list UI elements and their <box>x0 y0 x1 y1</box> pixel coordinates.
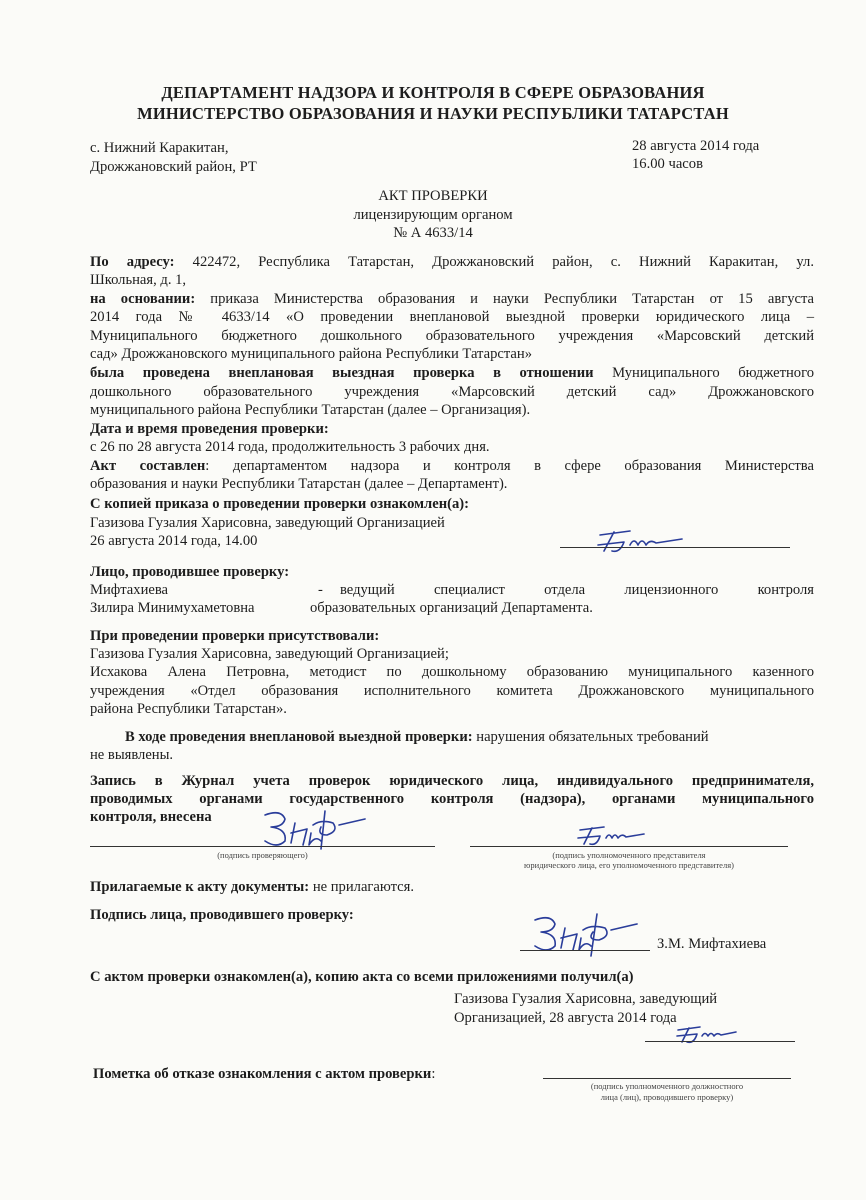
refusal-caption-2: лица (лиц), проводившего проверку) <box>600 1092 734 1102</box>
date-line: 28 августа 2014 года <box>632 138 760 154</box>
refusal-line: Пометка об отказе ознакомления с актом проверки: <box>93 1066 436 1082</box>
acquainted-line-1: Газизова Гузалия Харисовна, заведующий <box>454 991 718 1007</box>
department-heading: ДЕПАРТАМЕНТ НАДЗОРА И КОНТРОЛЯ В СФЕРЕ ОБРАЗОВАНИЯ <box>161 83 705 102</box>
journal-caption-right-2: юридического лица, его уполномоченного представителя) <box>524 860 734 870</box>
result-line-1: В ходе проведения внеплановой выездной проверки: нарушения обязательных требований <box>125 729 709 745</box>
inspector-dash: - <box>318 582 323 598</box>
order-copy-person: Газизова Гузалия Харисовна, заведующий Организацией <box>90 515 445 531</box>
time-line: 16.00 часов <box>632 156 703 172</box>
journal-line-3: контроля, внесена <box>90 809 212 825</box>
act-title: АКТ ПРОВЕРКИ <box>378 188 488 204</box>
act-number: № А 4633/14 <box>393 225 473 241</box>
result-label: В ходе проведения внеплановой выездной проверки: <box>125 729 473 745</box>
inspector-role-2: образовательных организаций Департамента. <box>310 600 593 616</box>
inspector-surname: Мифтахиева <box>90 582 169 598</box>
present-line-1: Газизова Гузалия Харисовна, заведующий Организацией; <box>90 646 449 662</box>
present-line-3: учреждения «Отдел образования исполнительного комитета Дрожжановского муниципального <box>90 683 814 699</box>
compiled-line-1: Акт составлен: департаментом надзора и контроля в сфере образования Министерства <box>90 458 814 474</box>
present-line-4: района Республики Татарстан». <box>90 701 287 717</box>
inspector-journal-signature-line <box>90 846 435 847</box>
datetime-value: с 26 по 28 августа 2014 года, продолжительность 3 рабочих дня. <box>90 439 490 455</box>
basis-label: на основании: <box>90 291 196 307</box>
order-copy-signature-line <box>560 547 790 548</box>
refusal-label: Пометка об отказе ознакомления с актом проверки <box>93 1066 432 1082</box>
head-signature-2 <box>572 822 652 852</box>
place-line-2: Дрожжановский район, РТ <box>90 159 257 175</box>
compiled-label: Акт составлен <box>90 458 206 474</box>
acquainted-label: С актом проверки ознакомлен(а), копию акта со всеми приложениями получил(а) <box>90 969 634 985</box>
attachments-label: Прилагаемые к акту документы: <box>90 879 310 895</box>
address-line-1: По адресу: 422472, Республика Татарстан, Дрожжановский район, с. Нижний Каракитан, ул. <box>90 254 814 270</box>
order-copy-label: С копией приказа о проведении проверки ознакомлен(а): <box>90 496 469 512</box>
inspection-line-3: муниципального района Республики Татарстан (далее – Организация). <box>90 402 531 418</box>
inspector-final-signature-line <box>520 950 650 951</box>
basis-line-3: Муниципального бюджетного дошкольного образовательного учреждения «Марсовский детский <box>90 328 814 344</box>
present-line-2: Исхакова Алена Петровна, методист по дошкольному образованию муниципального казенного <box>90 664 814 680</box>
inspector-label: Лицо, проводившее проверку: <box>90 564 290 580</box>
basis-line-4: сад» Дрожжановского муниципального района Республики Татарстан» <box>90 346 533 362</box>
head-signature-3 <box>672 1022 742 1050</box>
order-copy-date: 26 августа 2014 года, 14.00 <box>90 533 258 549</box>
inspector-signature-1 <box>255 805 385 851</box>
inspection-line-1: была проведена внеплановая выездная проверка в отношении Муниципального бюджетного <box>90 365 814 381</box>
inspector-role-1: ведущий специалист отдела лицензионного контроля <box>340 582 814 598</box>
journal-caption-left: (подпись проверяющего) <box>217 850 308 860</box>
journal-line-2: проводимых органами государственного контроля (надзора), органами муниципального <box>90 791 814 807</box>
inspector-signature-label: Подпись лица, проводившего проверку: <box>90 907 354 923</box>
inspection-line-2: дошкольного образовательного учреждения «Марсовский детский сад» Дрожжановского <box>90 384 814 400</box>
result-line-2: не выявлены. <box>90 747 174 763</box>
head-signature-1 <box>590 525 700 557</box>
basis-line-2: 2014 года № 4633/14 «О проведении внеплановой выездной проверки юридического лица – <box>90 309 814 325</box>
address-line-2: Школьная, д. 1, <box>90 272 187 288</box>
compiled-line-2: образования и науки Республики Татарстан (далее – Департамент). <box>90 476 508 492</box>
ministry-heading: МИНИСТЕРСТВО ОБРАЗОВАНИЯ И НАУКИ РЕСПУБЛИКИ ТАТАРСТАН <box>137 104 729 123</box>
acquainted-signature-line <box>645 1041 795 1042</box>
inspector-given-names: Зилира Минимухаметовна <box>90 600 255 616</box>
place-line-1: с. Нижний Каракитан, <box>90 140 229 156</box>
acquainted-line-2: Организацией, 28 августа 2014 года <box>454 1010 677 1026</box>
basis-line-1: на основании: приказа Министерства образования и науки Республики Татарстан от 15 августа <box>90 291 815 307</box>
present-label: При проведении проверки присутствовали: <box>90 628 380 644</box>
journal-line-1: Запись в Журнал учета проверок юридического лица, индивидуального предпринимателя, <box>90 773 814 789</box>
datetime-label: Дата и время проведения проверки: <box>90 421 329 437</box>
journal-caption-right-1: (подпись уполномоченного представителя <box>552 850 706 860</box>
representative-signature-line <box>470 846 788 847</box>
address-label: По адресу: <box>90 254 175 270</box>
inspector-name: З.М. Мифтахиева <box>657 936 767 952</box>
refusal-caption-1: (подпись уполномоченного должностного <box>590 1081 744 1091</box>
inspection-label: была проведена внеплановая выездная проверка в отношении <box>90 365 594 381</box>
refusal-signature-line <box>543 1078 791 1079</box>
attachments-line: Прилагаемые к акту документы: не прилагаются. <box>90 879 414 895</box>
act-subtitle: лицензирующим органом <box>353 207 513 223</box>
